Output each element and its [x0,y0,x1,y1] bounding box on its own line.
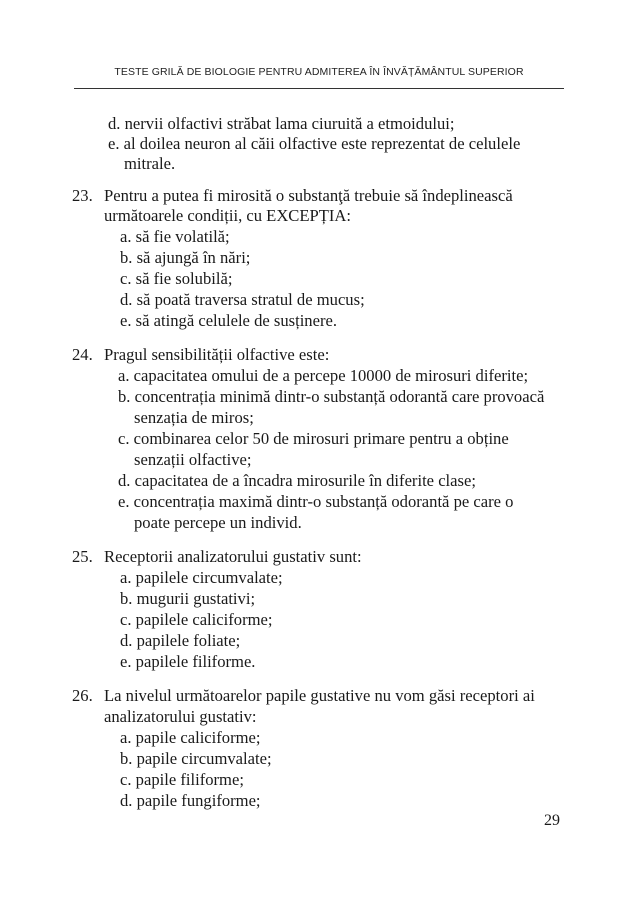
q24-option-c-line1: c. combinarea celor 50 de mirosuri primare pentru a obține [118,429,509,448]
q23-stem-line2: următoarele condiții, cu EXCEPȚIA: [104,206,351,225]
q25-option-a: a. papilele circumvalate; [120,568,283,587]
q23-option-e: e. să atingă celulele de susținere. [120,311,338,330]
q24-option-e-line2: poate percepe un individ. [134,513,302,532]
q25-stem-line1: Receptorii analizatorului gustativ sunt: [104,547,362,566]
page-number: 29 [544,812,560,829]
q26-stem-line1: La nivelul următoarelor papile gustative nu vom găsi receptori ai [104,686,535,705]
q23-option-b: b. să ajungă în nări; [120,248,251,267]
running-header: TESTE GRILĂ DE BIOLOGIE PENTRU ADMITEREA ÎN ÎNVĂȚĂMÂNTUL SUPERIOR [114,66,524,78]
header-rule [74,88,564,89]
q24-number: 24. [72,345,93,364]
q25-option-d: d. papilele foliate; [120,631,241,650]
q26-stem-line2: analizatorului gustativ: [104,707,257,726]
q24-option-b-line1: b. concentrația minimă dintr-o substanță odorantă care provoacă [118,387,545,406]
q26-option-d: d. papile fungiforme; [120,791,261,810]
q24-option-c-line2: senzații olfactive; [134,450,252,469]
q25-option-c: c. papilele caliciforme; [120,610,273,629]
q23-number: 23. [72,186,93,205]
q26-option-b: b. papile circumvalate; [120,749,272,768]
q22-option-e-line1: e. al doilea neuron al căii olfactive este reprezentat de celulele [108,134,521,153]
q24-stem-line1: Pragul sensibilității olfactive este: [104,345,330,364]
q22-option-d: d. nervii olfactivi străbat lama ciuruită a etmoidului; [108,114,455,133]
q24-option-a: a. capacitatea omului de a percepe 10000 de mirosuri diferite; [118,366,529,385]
q24-option-e-line1: e. concentrația maximă dintr-o substanță odorantă pe care o [118,492,514,511]
q23-option-c: c. să fie solubilă; [120,269,233,288]
q23-option-d: d. să poată traversa stratul de mucus; [120,290,365,309]
q26-option-a: a. papile caliciforme; [120,728,261,747]
q23-stem-line1: Pentru a putea fi mirosită o substanţă trebuie să îndeplinească [104,186,513,205]
q26-number: 26. [72,686,93,705]
q25-option-e: e. papilele filiforme. [120,652,256,671]
q24-option-d: d. capacitatea de a încadra mirosurile în diferite clase; [118,471,476,490]
q22-option-e-line2: mitrale. [124,154,176,173]
q23-option-a: a. să fie volatilă; [120,227,230,246]
q24-option-b-line2: senzația de miros; [134,408,254,427]
q25-option-b: b. mugurii gustativi; [120,589,256,608]
q26-option-c: c. papile filiforme; [120,770,244,789]
q25-number: 25. [72,547,93,566]
